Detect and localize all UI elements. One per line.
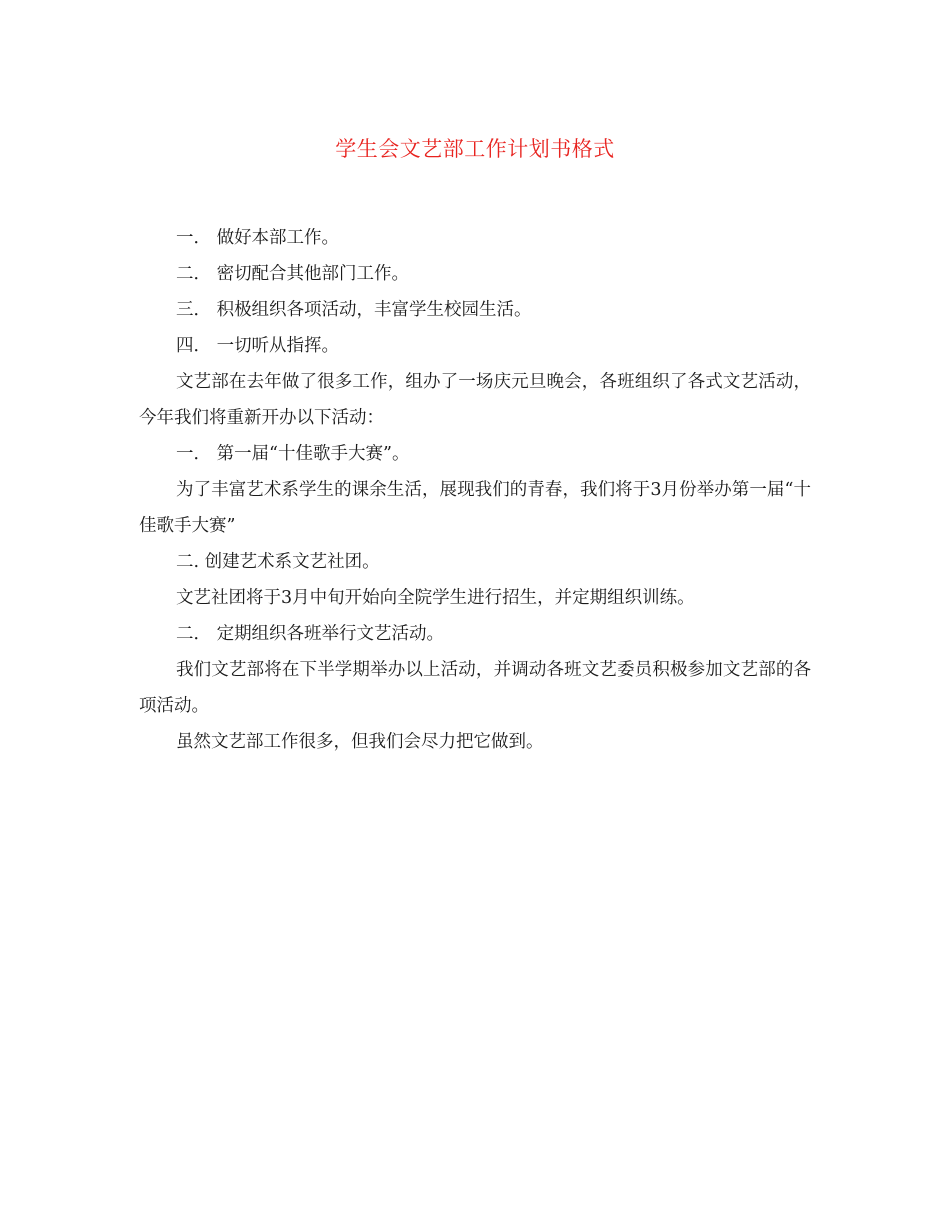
paragraph: 三． 积极组织各项活动，丰富学生校园生活。 bbox=[176, 300, 532, 320]
paragraph: 虽然文艺部工作很多，但我们会尽力把它做到。 bbox=[176, 732, 544, 752]
paragraph: 文艺部在去年做了很多工作，组办了一场庆元旦晚会，各班组织了各式文艺活动，今年我们将重新开办以下活动： bbox=[139, 372, 811, 428]
paragraph: 文艺社团将于3月中旬开始向全院学生进行招生，并定期组织训练。 bbox=[176, 588, 695, 608]
paragraph: 为了丰富艺术系学生的课余生活，展现我们的青春，我们将于3月份举办第一届“十佳歌手大赛” bbox=[139, 480, 811, 536]
paragraph: 我们文艺部将在下半学期举办以上活动，并调动各班文艺委员积极参加文艺部的各项活动。 bbox=[139, 660, 811, 716]
paragraph: 二． 密切配合其他部门工作。 bbox=[176, 264, 410, 284]
paragraph: 二． 定期组织各班举行文艺活动。 bbox=[176, 624, 445, 644]
paragraph: 二. 创建艺术系文艺社团。 bbox=[176, 552, 380, 572]
paragraph: 一． 第一届“十佳歌手大赛”。 bbox=[176, 444, 410, 464]
document-body bbox=[139, 220, 811, 760]
paragraph: 一． 做好本部工作。 bbox=[176, 228, 340, 248]
paragraph: 四． 一切听从指挥。 bbox=[176, 336, 340, 356]
document-title: 学生会文艺部工作计划书格式 bbox=[335, 137, 615, 161]
